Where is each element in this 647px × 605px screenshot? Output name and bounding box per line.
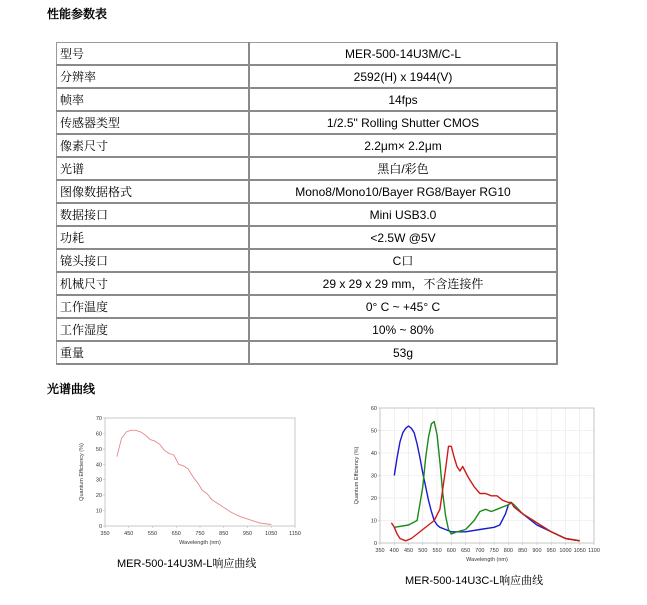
spec-value: <2.5W @5V xyxy=(249,226,557,249)
mono-response-chart xyxy=(75,408,300,548)
x-tick-label: 450 xyxy=(403,548,414,554)
y-tick-label: 20 xyxy=(370,496,377,502)
series-line-mono xyxy=(117,430,271,524)
spec-label: 图像数据格式 xyxy=(57,180,250,203)
spec-row xyxy=(57,88,558,111)
spec-value: 黑白/彩色 xyxy=(249,157,557,180)
spec-row xyxy=(57,111,558,134)
y-axis-label: Quantum Efficiency (%) xyxy=(79,443,85,501)
y-tick-label: 20 xyxy=(95,493,102,500)
x-tick-label: 400 xyxy=(389,548,399,554)
x-tick-label: 1100 xyxy=(588,548,600,554)
x-tick-label: 650 xyxy=(171,531,181,537)
x-tick-label: 550 xyxy=(432,548,442,554)
x-tick-label: 750 xyxy=(489,548,499,554)
spec-row xyxy=(57,226,558,249)
spec-row xyxy=(57,318,558,341)
y-axis-label: Quantum Efficiency (%) xyxy=(354,446,360,505)
spec-value: 2592(H) x 1944(V) xyxy=(249,65,557,88)
spec-row xyxy=(57,134,558,157)
plot-frame xyxy=(105,418,295,526)
spec-value: Mono8/Mono10/Bayer RG8/Bayer RG10 xyxy=(249,180,557,203)
specs-table xyxy=(56,42,558,365)
spec-label: 重量 xyxy=(57,341,250,364)
spec-label: 工作温度 xyxy=(57,295,250,318)
y-tick-label: 0 xyxy=(373,541,377,547)
x-tick-label: 700 xyxy=(475,548,485,554)
spec-row xyxy=(57,295,558,318)
y-tick-label: 30 xyxy=(370,473,377,480)
spec-label: 功耗 xyxy=(57,226,250,249)
color-chart-caption: MER-500-14U3C-L响应曲线 xyxy=(405,575,544,587)
y-tick-label: 70 xyxy=(95,416,102,422)
series-line-blue xyxy=(394,426,579,541)
spec-row xyxy=(57,249,558,272)
x-axis-label: Wavelength (nm) xyxy=(179,540,221,546)
x-tick-label: 950 xyxy=(242,531,253,537)
curves-heading: 光谱曲线 xyxy=(47,382,96,396)
spec-label: 机械尺寸 xyxy=(57,272,250,295)
spec-label: 镜头接口 xyxy=(57,249,250,272)
y-tick-label: 60 xyxy=(370,406,377,412)
y-tick-label: 40 xyxy=(95,462,102,469)
spec-row xyxy=(57,65,558,88)
spec-row xyxy=(57,180,558,203)
spec-value: 10% ~ 80% xyxy=(249,318,557,341)
spec-value: 1/2.5" Rolling Shutter CMOS xyxy=(249,111,557,134)
x-tick-label: 500 xyxy=(418,548,428,554)
y-tick-label: 0 xyxy=(98,524,102,530)
spec-label: 帧率 xyxy=(57,88,250,111)
spec-row xyxy=(57,341,558,364)
spec-value: 0° C ~ +45° C xyxy=(249,295,557,318)
spec-label: 像素尺寸 xyxy=(57,134,250,157)
spec-value: 29 x 29 x 29 mm，不含连接件 xyxy=(249,272,557,295)
spec-row xyxy=(57,203,558,226)
specs-heading: 性能参数表 xyxy=(47,7,108,21)
x-tick-label: 450 xyxy=(124,531,134,537)
x-tick-label: 1000 xyxy=(559,548,572,554)
x-tick-label: 600 xyxy=(446,548,456,554)
x-tick-label: 350 xyxy=(375,548,385,554)
x-tick-label: 950 xyxy=(546,548,556,554)
spec-label: 传感器类型 xyxy=(57,111,250,134)
spec-value: C口 xyxy=(249,249,557,272)
color-response-chart xyxy=(348,402,598,562)
spec-value: MER-500-14U3M/C-L xyxy=(249,43,557,66)
series-line-green xyxy=(394,422,579,541)
y-tick-label: 50 xyxy=(95,446,102,453)
x-tick-label: 1150 xyxy=(289,531,301,537)
x-tick-label: 1050 xyxy=(573,548,586,554)
spec-value: 2.2μm× 2.2μm xyxy=(249,134,557,157)
spec-row xyxy=(57,157,558,180)
x-tick-label: 850 xyxy=(219,531,229,537)
x-tick-label: 550 xyxy=(147,531,158,537)
x-tick-label: 750 xyxy=(195,531,205,537)
spec-value: 53g xyxy=(249,341,557,364)
y-tick-label: 60 xyxy=(95,431,102,438)
y-tick-label: 30 xyxy=(95,477,102,484)
x-tick-label: 850 xyxy=(518,548,528,554)
spec-value: Mini USB3.0 xyxy=(249,203,557,226)
x-tick-label: 650 xyxy=(461,548,471,554)
spec-label: 光谱 xyxy=(57,157,250,180)
spec-label: 分辨率 xyxy=(57,65,250,88)
y-tick-label: 10 xyxy=(95,508,102,515)
mono-chart-caption: MER-500-14U3M-L响应曲线 xyxy=(117,558,257,570)
spec-row xyxy=(57,272,558,295)
y-tick-label: 50 xyxy=(370,428,377,435)
spec-row xyxy=(57,43,558,66)
y-tick-label: 40 xyxy=(370,451,377,457)
spec-label: 工作湿度 xyxy=(57,318,250,341)
spec-value: 14fps xyxy=(249,88,557,111)
x-tick-label: 800 xyxy=(503,548,513,554)
spec-label: 数据接口 xyxy=(57,203,250,226)
x-axis-label: Wavelength (nm) xyxy=(466,557,508,563)
spec-label: 型号 xyxy=(57,43,250,66)
x-tick-label: 350 xyxy=(100,531,110,537)
x-tick-label: 900 xyxy=(532,548,542,554)
y-tick-label: 10 xyxy=(370,518,377,525)
x-tick-label: 1050 xyxy=(265,531,278,537)
